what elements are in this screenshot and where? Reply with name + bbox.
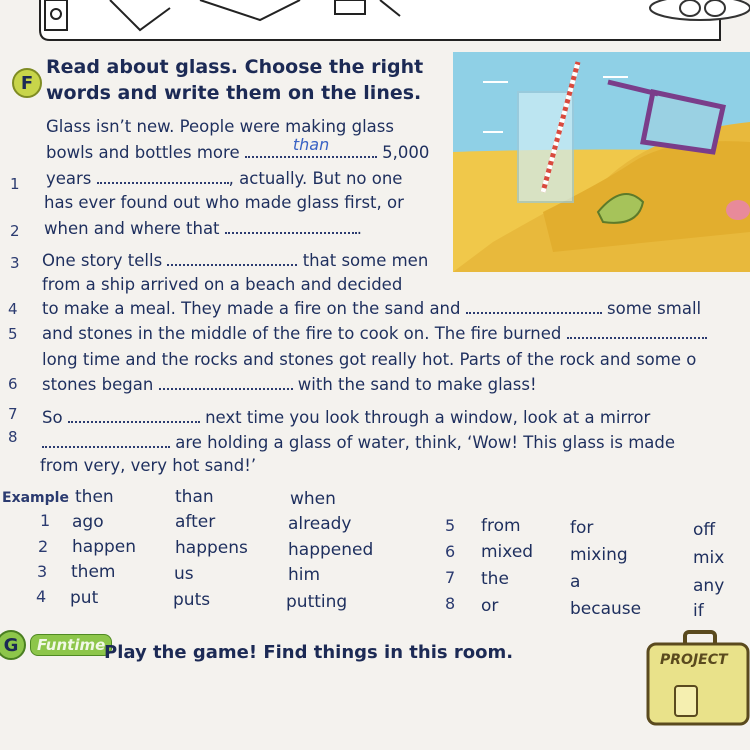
example-label: Example xyxy=(2,490,69,506)
title-line-2: words and write them on the lines. xyxy=(46,82,422,104)
exercise-g-letter: G xyxy=(3,634,19,656)
margin-number: 5 xyxy=(8,325,18,343)
option-word: than xyxy=(175,487,214,507)
answer-blank-2[interactable] xyxy=(225,218,357,234)
option-number: 5 xyxy=(445,516,456,535)
option-word[interactable]: mixed xyxy=(481,542,534,562)
option-word: then xyxy=(75,487,114,507)
passage-line-10: long time and the rocks and stones got really hot. Parts of the rock and some o xyxy=(42,350,697,369)
option-word[interactable]: happens xyxy=(175,538,248,558)
option-word[interactable]: him xyxy=(288,565,321,585)
beach-illustration xyxy=(453,52,750,272)
example-answer: than xyxy=(292,135,330,154)
option-word[interactable]: ago xyxy=(72,512,104,532)
passage-line-9: and stones in the middle of the fire to cook on. The fire burned xyxy=(42,321,707,346)
passage-line-2: bowls and bottles more than 5,000 xyxy=(46,140,429,165)
margin-number: 1 xyxy=(10,175,20,193)
option-word[interactable]: the xyxy=(481,569,509,589)
answer-blank-5[interactable] xyxy=(567,323,707,339)
option-word: when xyxy=(290,489,336,509)
option-word[interactable]: for xyxy=(570,518,594,538)
answer-blank-1[interactable] xyxy=(97,168,229,184)
passage-line-8: to make a meal. They made a fire on the sand and some small xyxy=(42,299,702,318)
margin-number: 2 xyxy=(10,222,20,240)
margin-number: 6 xyxy=(8,375,18,393)
option-word[interactable]: after xyxy=(175,512,216,532)
option-word[interactable]: putting xyxy=(286,592,348,612)
option-word[interactable]: put xyxy=(70,588,99,608)
option-word[interactable]: mixing xyxy=(570,545,628,565)
margin-number: 3 xyxy=(10,254,20,272)
option-number: 4 xyxy=(36,587,47,606)
passage-line-7: from a ship arrived on a beach and decided xyxy=(42,275,403,294)
passage-line-5: when and where that . xyxy=(44,219,363,238)
option-word[interactable]: a xyxy=(570,572,581,592)
option-word[interactable]: off xyxy=(693,520,716,540)
top-illustration xyxy=(0,0,750,45)
option-word[interactable]: happened xyxy=(288,540,374,560)
answer-blank-example[interactable] xyxy=(245,135,377,158)
passage-line-13: are holding a glass of water, think, ‘Wow! This glass is made xyxy=(42,430,675,455)
option-number: 2 xyxy=(38,537,49,556)
option-word[interactable]: them xyxy=(71,562,116,582)
passage-line-1: Glass isn’t new. People were making glass xyxy=(46,117,394,136)
answer-blank-3[interactable] xyxy=(167,250,297,266)
exercise-f-letter: F xyxy=(20,72,34,94)
option-word[interactable]: any xyxy=(693,576,725,596)
answer-blank-4[interactable] xyxy=(466,298,602,314)
passage-line-11: stones began with the sand to make glass! xyxy=(42,375,537,394)
option-word[interactable]: or xyxy=(481,596,499,616)
answer-blank-6[interactable] xyxy=(159,374,293,390)
exercise-f-title xyxy=(46,54,423,106)
project-briefcase-icon xyxy=(640,628,750,728)
exercise-g-badge xyxy=(0,630,26,660)
option-word[interactable]: because xyxy=(570,599,642,619)
passage-line-14: from very, very hot sand!’ xyxy=(40,456,257,475)
option-word[interactable]: happen xyxy=(72,537,137,557)
exercise-f-badge xyxy=(12,68,42,98)
project-label: PROJECT xyxy=(660,652,728,668)
option-word[interactable]: already xyxy=(288,514,352,534)
margin-number: 4 xyxy=(8,300,18,318)
option-number: 3 xyxy=(37,562,48,581)
passage-line-12: So next time you look through a window, look at a mirror xyxy=(42,408,651,427)
option-number: 6 xyxy=(445,542,456,561)
option-word[interactable]: if xyxy=(693,601,704,621)
funtime-logo: Funtime xyxy=(30,634,112,656)
option-word[interactable]: mix xyxy=(693,548,725,568)
option-number: 7 xyxy=(445,568,456,587)
margin-number: 7 xyxy=(8,405,18,423)
option-number: 1 xyxy=(40,511,51,530)
margin-number: 8 xyxy=(8,428,18,446)
answer-blank-8[interactable] xyxy=(42,432,170,448)
answer-blank-7[interactable] xyxy=(68,407,200,423)
option-number: 8 xyxy=(445,594,456,613)
option-word[interactable]: puts xyxy=(173,590,211,610)
option-word[interactable]: from xyxy=(481,516,521,536)
passage-line-3: years , actually. But no one xyxy=(46,169,403,188)
option-word[interactable]: us xyxy=(174,564,194,584)
exercise-g-instruction: Play the game! Find things in this room. xyxy=(104,642,514,663)
title-line-1: Read about glass. Choose the right xyxy=(46,56,424,78)
passage-line-6: One story tells that some men xyxy=(42,251,429,270)
passage-line-4: has ever found out who made glass first, or xyxy=(44,193,404,212)
